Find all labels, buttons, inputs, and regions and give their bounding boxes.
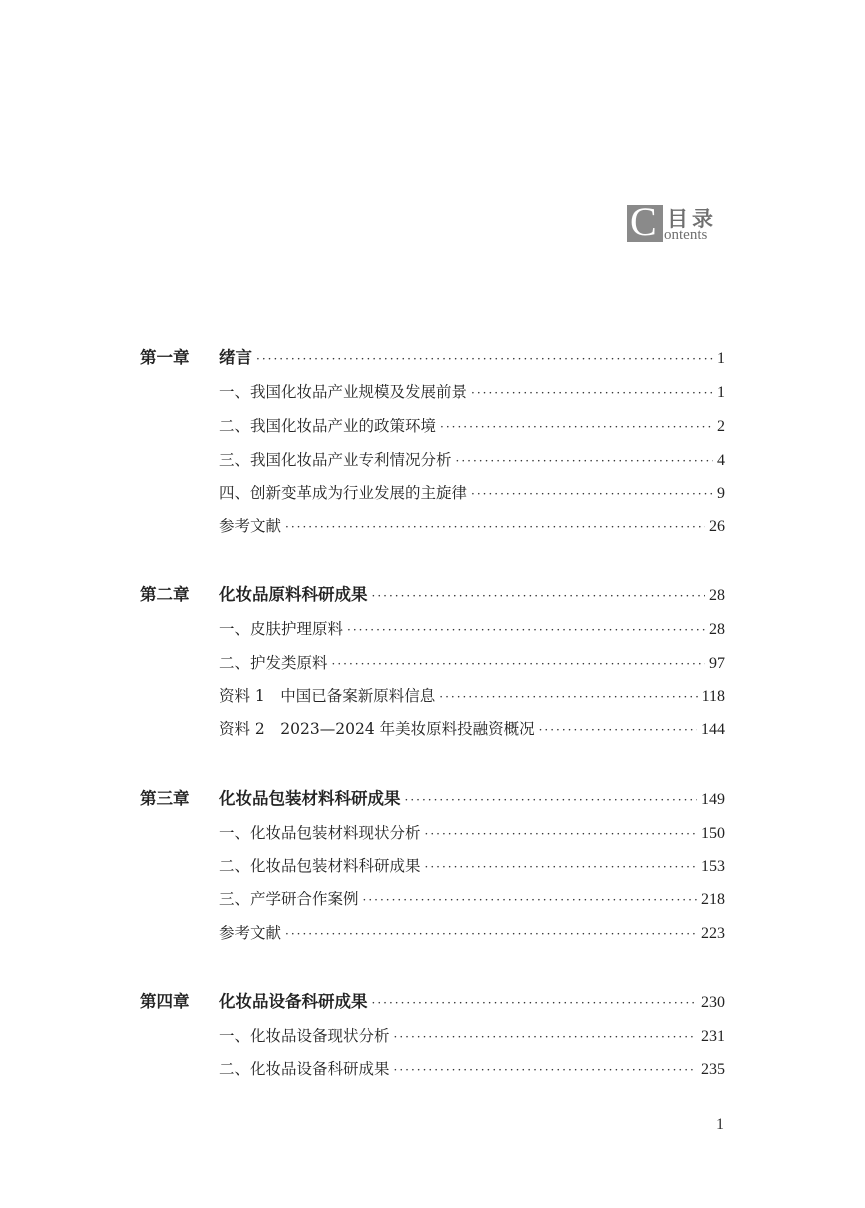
dot-leader — [394, 1025, 697, 1049]
toc-page-number: 235 — [701, 1061, 725, 1078]
toc-page-number: 1 — [717, 350, 725, 367]
section-title: 一、皮肤护理原料 — [219, 620, 344, 638]
toc-page-number: 144 — [701, 721, 725, 738]
section-title: 资料 1 中国已备案新原料信息 — [219, 687, 436, 705]
section-title: 一、化妆品设备现状分析 — [219, 1027, 390, 1045]
toc-section-entry[interactable] — [219, 821, 725, 845]
toc-chapter-entry[interactable] — [140, 583, 725, 607]
dot-leader — [347, 618, 705, 642]
dot-leader — [471, 381, 713, 405]
contents-logo-box — [627, 199, 663, 244]
section-title: 资料 2 2023—2024 年美妆原料投融资概况 — [219, 720, 535, 738]
section-title: 参考文献 — [219, 924, 282, 942]
chapter-title: 绪言 — [219, 348, 252, 367]
dot-leader — [372, 584, 706, 608]
toc-section-entry[interactable] — [219, 414, 725, 438]
toc-page-number: 118 — [701, 688, 725, 705]
dot-leader — [372, 991, 698, 1015]
toc-section-entry[interactable] — [219, 887, 725, 911]
toc-page-number: 28 — [709, 621, 725, 638]
chapter-title: 化妆品设备科研成果 — [219, 992, 368, 1011]
toc-chapter-entry[interactable] — [140, 346, 725, 370]
dot-leader — [471, 482, 713, 506]
toc-page-number: 231 — [701, 1028, 725, 1045]
toc-section-entry[interactable] — [219, 617, 725, 641]
chapter-number: 第一章 — [140, 348, 190, 367]
chapter-number: 第四章 — [140, 992, 190, 1011]
toc-page-number: 150 — [701, 825, 725, 842]
dot-leader — [440, 415, 713, 439]
toc-section-entry[interactable] — [219, 854, 725, 878]
toc-chapter-entry[interactable] — [140, 990, 725, 1014]
section-title: 二、我国化妆品产业的政策环境 — [219, 417, 437, 435]
toc-page-number: 4 — [717, 452, 725, 469]
dot-leader — [363, 888, 697, 912]
toc-page-number: 28 — [709, 587, 725, 604]
dot-leader — [332, 652, 705, 676]
dot-leader — [439, 685, 697, 709]
toc-page-number: 153 — [701, 858, 725, 875]
dot-leader — [394, 1058, 697, 1082]
section-title: 三、产学研合作案例 — [219, 890, 359, 908]
toc-page-number: 149 — [701, 791, 725, 808]
section-title: 参考文献 — [219, 517, 282, 535]
toc-section-entry[interactable] — [219, 651, 725, 675]
dot-leader — [456, 449, 713, 473]
section-title: 一、我国化妆品产业规模及发展前景 — [219, 383, 468, 401]
toc-section-entry[interactable] — [219, 481, 725, 505]
chapter-number: 第三章 — [140, 789, 190, 808]
toc-chapter-entry[interactable] — [140, 787, 725, 811]
chapter-title: 化妆品包装材料科研成果 — [219, 789, 401, 808]
toc-section-entry[interactable] — [219, 380, 725, 404]
section-title: 三、我国化妆品产业专利情况分析 — [219, 451, 452, 469]
toc-page-number: 218 — [701, 891, 725, 908]
toc-section-entry[interactable] — [219, 514, 725, 538]
section-title: 二、化妆品包装材料科研成果 — [219, 857, 421, 875]
chapter-title: 化妆品原料科研成果 — [219, 585, 368, 604]
chapter-number: 第二章 — [140, 585, 190, 604]
section-title: 一、化妆品包装材料现状分析 — [219, 824, 421, 842]
toc-page-number: 223 — [701, 925, 725, 942]
toc-section-entry[interactable] — [219, 684, 725, 708]
page-number: 1 — [716, 1116, 724, 1133]
toc-page-number: 2 — [717, 418, 725, 435]
dot-leader — [405, 788, 698, 812]
dot-leader — [256, 347, 713, 371]
toc-section-entry[interactable] — [219, 448, 725, 472]
dot-leader — [425, 822, 697, 846]
section-title: 四、创新变革成为行业发展的主旋律 — [219, 484, 468, 502]
toc-page-number: 97 — [709, 655, 725, 672]
contents-logo-letter: C — [630, 199, 657, 244]
contents-header — [627, 199, 737, 245]
toc-section-entry[interactable] — [219, 1024, 725, 1048]
section-title: 二、护发类原料 — [219, 654, 328, 672]
toc-title-chinese: 目录 — [667, 207, 717, 231]
toc-page-number: 230 — [701, 994, 725, 1011]
dot-leader — [285, 922, 697, 946]
toc-page-number: 9 — [717, 485, 725, 502]
dot-leader — [285, 515, 705, 539]
toc-page-number: 26 — [709, 518, 725, 535]
toc-section-entry[interactable] — [219, 921, 725, 945]
dot-leader — [539, 718, 697, 742]
toc-section-entry[interactable] — [219, 717, 725, 741]
dot-leader — [425, 855, 697, 879]
toc-page-number: 1 — [717, 384, 725, 401]
toc-section-entry[interactable] — [219, 1057, 725, 1081]
section-title: 二、化妆品设备科研成果 — [219, 1060, 390, 1078]
toc-title-english: ontents — [664, 227, 708, 243]
